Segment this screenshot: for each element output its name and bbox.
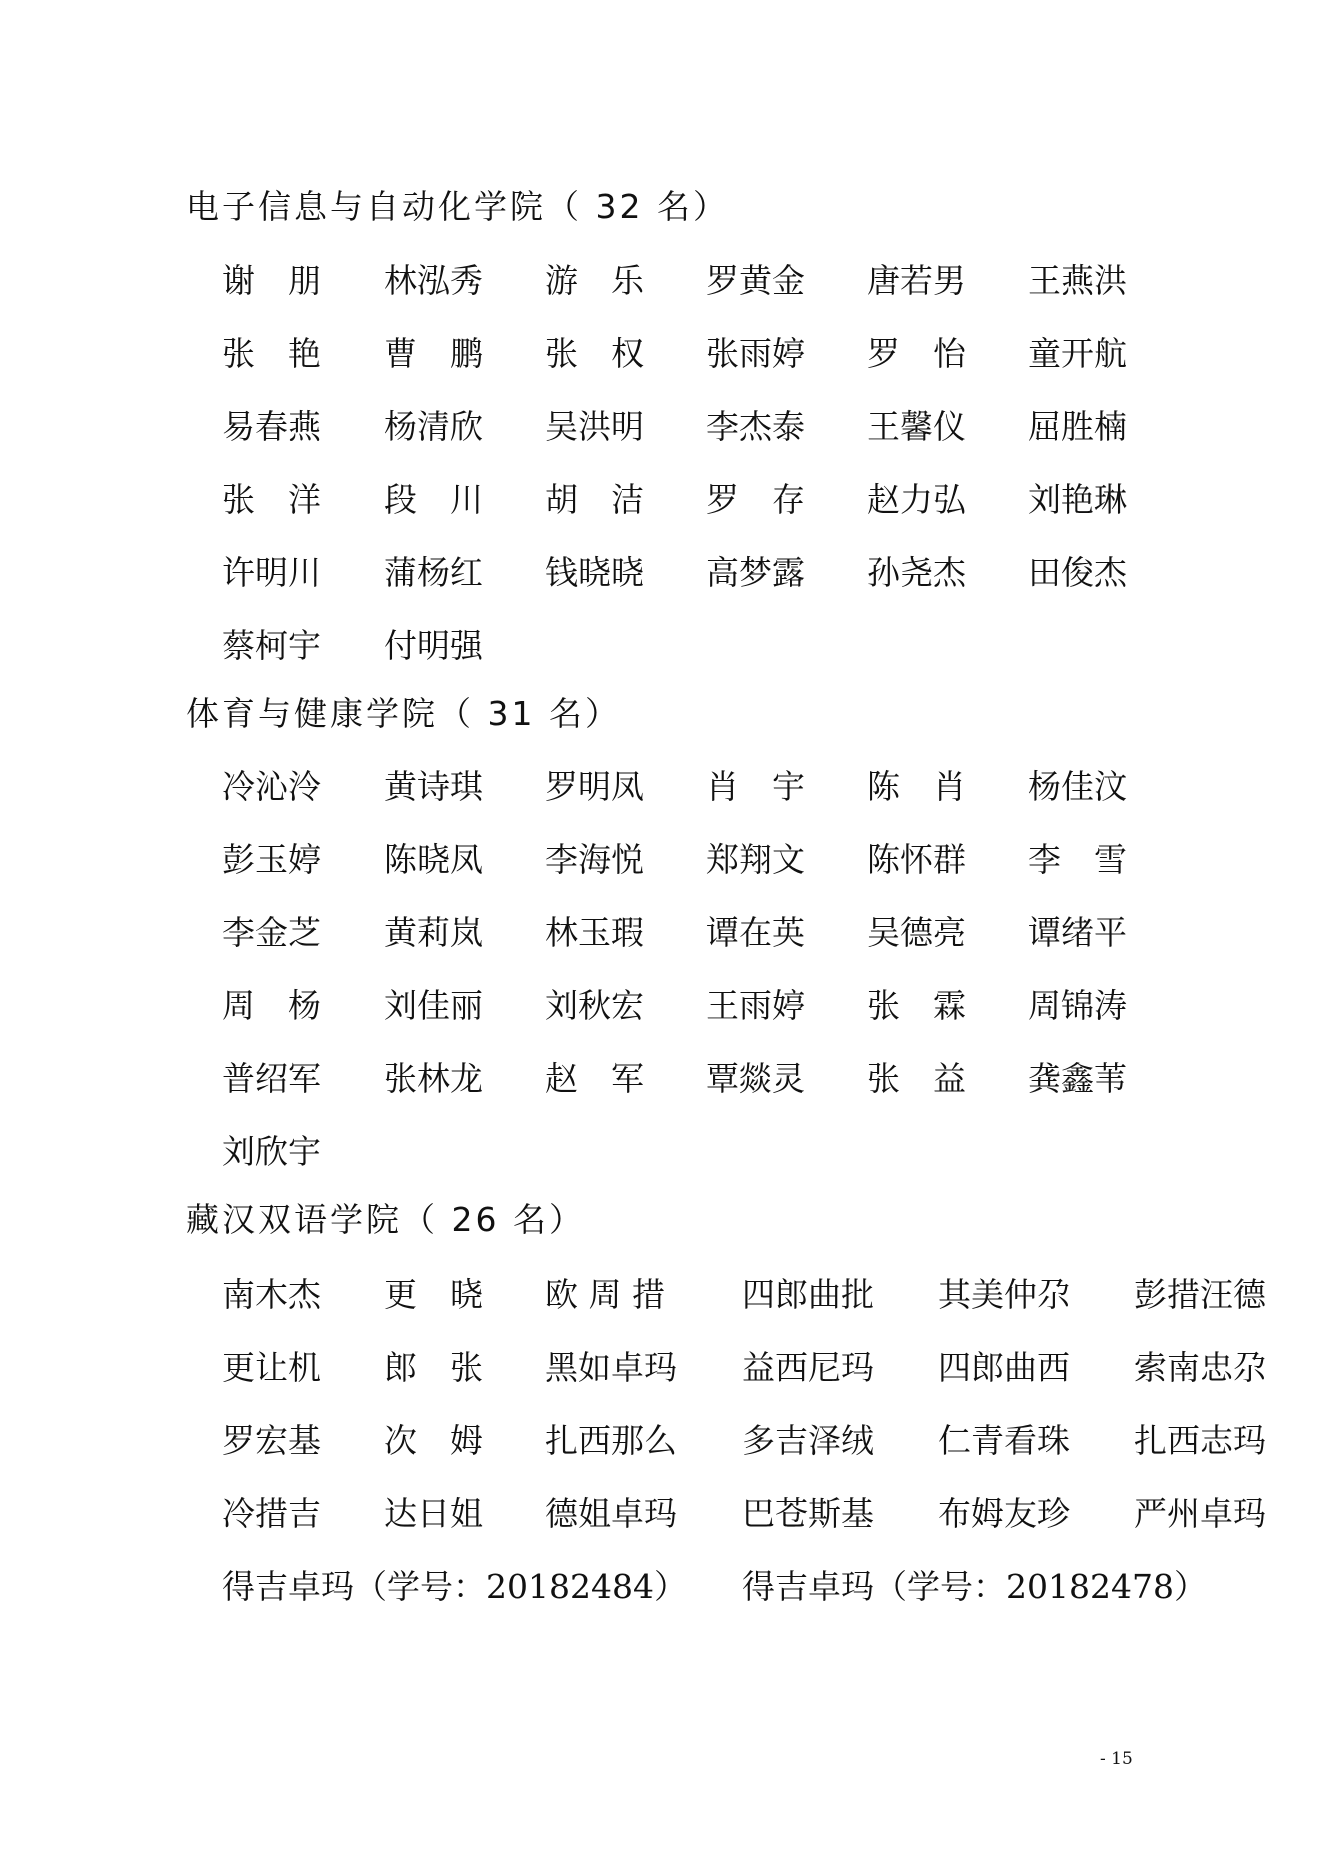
student-name-with-id: 得吉卓玛（学号：20182478） bbox=[742, 1567, 1207, 1606]
student-name: 罗 怡 bbox=[867, 334, 966, 373]
student-name: 肖 宇 bbox=[706, 767, 805, 806]
student-name: 冷措吉 bbox=[222, 1494, 321, 1533]
name-row bbox=[0, 1057, 1323, 1101]
name-row bbox=[0, 624, 1323, 668]
student-name: 林泓秀 bbox=[384, 261, 483, 300]
student-name: 孙尧杰 bbox=[867, 553, 966, 592]
student-name: 游 乐 bbox=[545, 261, 644, 300]
student-name: 更 晓 bbox=[384, 1275, 483, 1314]
student-name: 四郎曲西 bbox=[938, 1348, 1070, 1387]
student-name: 德姐卓玛 bbox=[545, 1494, 677, 1533]
student-name: 钱晓晓 bbox=[545, 553, 644, 592]
student-name: 李杰泰 bbox=[706, 407, 805, 446]
student-name: 黑如卓玛 bbox=[545, 1348, 677, 1387]
student-name: 王馨仪 bbox=[867, 407, 966, 446]
student-name: 张林龙 bbox=[384, 1059, 483, 1098]
name-row bbox=[0, 478, 1323, 522]
section-heading-tibetan: 藏汉双语学院（ 26 名） bbox=[186, 1200, 585, 1239]
student-name: 刘欣宇 bbox=[222, 1132, 321, 1171]
student-name: 王燕洪 bbox=[1028, 261, 1127, 300]
name-row bbox=[0, 332, 1323, 376]
student-name: 郑翔文 bbox=[706, 840, 805, 879]
student-name: 王雨婷 bbox=[706, 986, 805, 1025]
section-heading-electronics: 电子信息与自动化学院（ 32 名） bbox=[186, 187, 729, 226]
student-name: 南木杰 bbox=[222, 1275, 321, 1314]
student-name: 刘秋宏 bbox=[545, 986, 644, 1025]
student-name: 蒲杨红 bbox=[384, 553, 483, 592]
student-name: 欧 周 措 bbox=[545, 1275, 665, 1314]
student-name: 扎西那么 bbox=[545, 1421, 677, 1460]
student-name: 林玉瑕 bbox=[545, 913, 644, 952]
student-name: 李 雪 bbox=[1028, 840, 1127, 879]
student-name: 布姆友珍 bbox=[938, 1494, 1070, 1533]
name-row bbox=[0, 911, 1323, 955]
student-name: 刘艳琳 bbox=[1028, 480, 1127, 519]
name-row bbox=[0, 765, 1323, 809]
student-name: 陈怀群 bbox=[867, 840, 966, 879]
student-name: 张 权 bbox=[545, 334, 644, 373]
student-name: 唐若男 bbox=[867, 261, 966, 300]
student-name: 胡 洁 bbox=[545, 480, 644, 519]
student-name: 罗 存 bbox=[706, 480, 805, 519]
student-name: 更让机 bbox=[222, 1348, 321, 1387]
page-number: - 15 bbox=[1100, 1749, 1133, 1769]
student-name: 谭绪平 bbox=[1028, 913, 1127, 952]
name-row bbox=[0, 1130, 1323, 1174]
name-row bbox=[0, 1273, 1323, 1317]
student-name: 索南忠尕 bbox=[1134, 1348, 1266, 1387]
name-row bbox=[0, 1492, 1323, 1536]
student-name: 谭在英 bbox=[706, 913, 805, 952]
section-heading-sports: 体育与健康学院（ 31 名） bbox=[186, 694, 621, 733]
student-name: 覃燚灵 bbox=[706, 1059, 805, 1098]
student-name: 达日姐 bbox=[384, 1494, 483, 1533]
student-name: 周 杨 bbox=[222, 986, 321, 1025]
name-row bbox=[0, 838, 1323, 882]
student-name: 高梦露 bbox=[706, 553, 805, 592]
student-name: 普绍军 bbox=[222, 1059, 321, 1098]
student-name: 张 洋 bbox=[222, 480, 321, 519]
name-row bbox=[0, 1419, 1323, 1463]
student-name: 郎 张 bbox=[384, 1348, 483, 1387]
student-name: 罗黄金 bbox=[706, 261, 805, 300]
student-name: 刘佳丽 bbox=[384, 986, 483, 1025]
name-row bbox=[0, 984, 1323, 1028]
student-name: 周锦涛 bbox=[1028, 986, 1127, 1025]
student-name: 彭措汪德 bbox=[1134, 1275, 1266, 1314]
student-name: 张 艳 bbox=[222, 334, 321, 373]
student-name: 次 姆 bbox=[384, 1421, 483, 1460]
student-name: 段 川 bbox=[384, 480, 483, 519]
student-name: 扎西志玛 bbox=[1134, 1421, 1266, 1460]
student-name: 黄诗琪 bbox=[384, 767, 483, 806]
student-name: 张雨婷 bbox=[706, 334, 805, 373]
student-name: 仁青看珠 bbox=[938, 1421, 1070, 1460]
student-name: 陈晓凤 bbox=[384, 840, 483, 879]
name-row bbox=[0, 259, 1323, 303]
name-row bbox=[0, 551, 1323, 595]
student-name: 益西尼玛 bbox=[742, 1348, 874, 1387]
student-name: 其美仲尕 bbox=[938, 1275, 1070, 1314]
student-name: 赵力弘 bbox=[867, 480, 966, 519]
student-name: 付明强 bbox=[384, 626, 483, 665]
student-name: 蔡柯宇 bbox=[222, 626, 321, 665]
student-name: 张 霖 bbox=[867, 986, 966, 1025]
student-name: 四郎曲批 bbox=[742, 1275, 874, 1314]
student-name: 谢 朋 bbox=[222, 261, 321, 300]
name-row bbox=[0, 405, 1323, 449]
student-name: 彭玉婷 bbox=[222, 840, 321, 879]
student-name: 陈 肖 bbox=[867, 767, 966, 806]
student-name: 吴德亮 bbox=[867, 913, 966, 952]
student-name: 赵 军 bbox=[545, 1059, 644, 1098]
student-name: 李金芝 bbox=[222, 913, 321, 952]
student-name: 多吉泽绒 bbox=[742, 1421, 874, 1460]
student-name: 童开航 bbox=[1028, 334, 1127, 373]
student-name: 严州卓玛 bbox=[1134, 1494, 1266, 1533]
student-name: 龚鑫苇 bbox=[1028, 1059, 1127, 1098]
student-name: 冷沁泠 bbox=[222, 767, 321, 806]
student-name: 易春燕 bbox=[222, 407, 321, 446]
student-name: 杨清欣 bbox=[384, 407, 483, 446]
name-row bbox=[0, 1346, 1323, 1390]
student-name: 罗宏基 bbox=[222, 1421, 321, 1460]
student-name: 曹 鹏 bbox=[384, 334, 483, 373]
student-name: 许明川 bbox=[222, 553, 321, 592]
student-name: 张 益 bbox=[867, 1059, 966, 1098]
student-name: 吴洪明 bbox=[545, 407, 644, 446]
name-row bbox=[0, 1565, 1323, 1609]
student-name: 罗明凤 bbox=[545, 767, 644, 806]
student-name: 巴苍斯基 bbox=[742, 1494, 874, 1533]
student-name-with-id: 得吉卓玛（学号：20182484） bbox=[222, 1567, 687, 1606]
student-name: 屈胜楠 bbox=[1028, 407, 1127, 446]
student-name: 李海悦 bbox=[545, 840, 644, 879]
student-name: 黄莉岚 bbox=[384, 913, 483, 952]
student-name: 田俊杰 bbox=[1028, 553, 1127, 592]
student-name: 杨佳汶 bbox=[1028, 767, 1127, 806]
